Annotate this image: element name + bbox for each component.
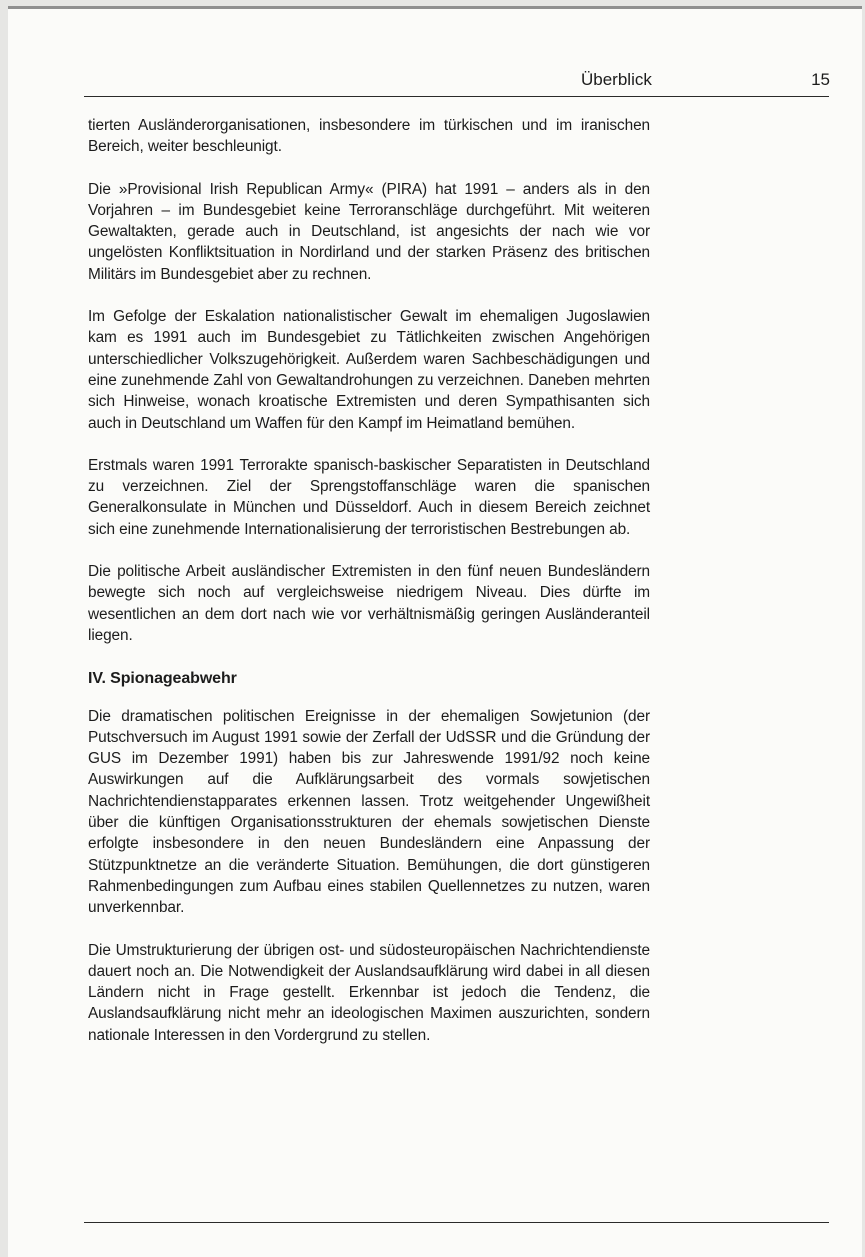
paragraph: Die Umstrukturierung der übrigen ost- und südosteuropäischen Nachrichtendienste dauert noch an. Die Notwendigkeit der Auslandsaufklärung wird dabei in all diesen Ländern nicht in Frage gestellt. Erkennbar ist jedoch die Tendenz, die Auslandsaufklärung nicht mehr an ideologischen Maximen auszurichten, sondern nationale Interessen in den Vordergrund zu stellen. — [88, 941, 650, 1044]
body-text — [88, 115, 650, 1046]
header-rule — [84, 96, 829, 97]
running-title: Überblick — [581, 70, 652, 89]
running-head — [88, 70, 833, 92]
page-number: 15 — [811, 70, 830, 89]
footer-rule — [84, 1222, 829, 1223]
document-page — [8, 6, 862, 1257]
paragraph: Die »Provisional Irish Republican Army« (PIRA) hat 1991 – anders als in den Vorjahren – im Bundesgebiet keine Terroranschläge durchgeführt. Mit weiteren Gewaltakten, gerade auch in Deutschland, ist angesichts der nach wie vor ungelösten Konfliktsituation in Nordirland und der starken Präsenz des britischen Militärs im Bundesgebiet aber zu rechnen. — [88, 180, 650, 283]
paragraph: Die politische Arbeit ausländischer Extremisten in den fünf neuen Bundesländern bewegte sich noch auf vergleichsweise niedrigem Niveau. Dies dürfte im wesentlichen an dem dort nach wie vor verhältnismäßig geringen Ausländeranteil liegen. — [88, 563, 650, 644]
paragraph: Die dramatischen politischen Ereignisse in der ehemaligen Sowjetunion (der Putschversuch im August 1991 sowie der Zerfall der UdSSR und die Gründung der GUS im Dezember 1991) haben bis zur Jahreswende 1991/92 noch keine Auswirkungen auf die Aufklärungsarbeit des vormals sowjetischen Nachrichtendienstapparates erkennen lassen. Trotz weitgehender Ungewißheit über die künftigen Organisationsstrukturen der ehemals sowjetischen Dienste erfolgte insbesondere in den neuen Bundesländern eine Anpassung der Stützpunktnetze an die veränderte Situation. Bemühungen, die dort günstigeren Rahmenbedingungen zum Aufbau eines stabilen Quellennetzes zu nutzen, waren unverkennbar. — [88, 707, 650, 917]
section-heading: IV. Spionageabwehr — [88, 670, 237, 688]
paragraph: Im Gefolge der Eskalation nationalistischer Gewalt im ehemaligen Jugoslawien kam es 1991 auch im Bundesgebiet zu Tätlichkeiten zwischen Angehörigen unterschiedlicher Volkszugehörigkeit. Außerdem waren Sachbeschädigungen und eine zunehmende Zahl von Gewaltandrohungen zu verzeichnen. Daneben mehrten sich Hinweise, wonach kroatische Extremisten und deren Sympathisanten sich auch in Deutschland um Waffen für den Kampf im Heimatland bemühen. — [88, 308, 650, 432]
paragraph: tierten Ausländerorganisationen, insbesondere im türkischen und im iranischen Bereich, weiter beschleunigt. — [88, 117, 650, 156]
paragraph: Erstmals waren 1991 Terrorakte spanisch-baskischer Separatisten in Deutschland zu verzeichnen. Ziel der Sprengstoffanschläge waren die spanischen Generalkonsulate in München und Düsseldorf. Auch in diesem Bereich zeichnet sich eine zunehmende Internationalisierung der terroristischen Bestrebungen ab. — [88, 456, 650, 538]
